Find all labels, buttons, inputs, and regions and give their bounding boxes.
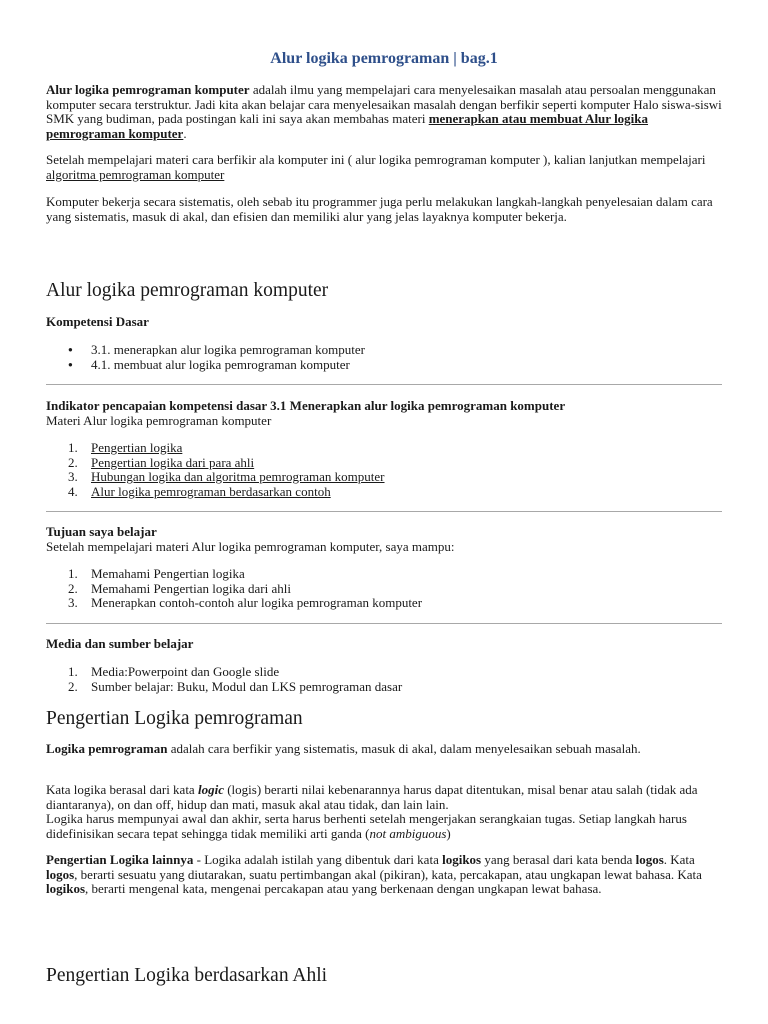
intro-text: adalah ilmu yang mempelajari cara menyelesaikan masalah atau persoalan menggunakan komputer secara terstruktur. Jadi kita akan belajar cara menyelesaikan masalah dengan berfikir seperti komputer Halo siswa-siswi SMK yang budiman, pada postingan kali ini saya akan membahas materi (46, 82, 722, 126)
list-item (46, 567, 726, 582)
text-span: . Kata (663, 852, 695, 867)
text-span: Kata logika berasal dari kata (46, 782, 198, 797)
media-list (46, 665, 726, 694)
divider (46, 384, 722, 385)
text-span: - Logika adalah istilah yang dibentuk dari kata (193, 852, 443, 867)
document-title: Alur logika pemrograman | bag.1 (270, 50, 498, 67)
indikator-subtitle: Materi Alur logika pemrograman komputer (46, 412, 272, 428)
text-span: Logika harus mempunyai awal dan akhir, serta harus berhenti setelah mengerjakan serangkaian tugas. Setiap langkah harus didefinisikan secara tepat sehingga tidak memiliki arti ganda ( (46, 811, 687, 841)
list-number: 3. (68, 595, 78, 610)
list-number: 2. (68, 678, 78, 694)
intro-paragraph-2 (46, 153, 726, 182)
list-number: 2. (68, 454, 78, 470)
list-item[interactable] (46, 470, 726, 485)
logika-paragraph-1 (46, 742, 726, 757)
term-not-ambiguous: not ambiguous (369, 825, 447, 841)
intro-bold-term: Alur logika pemrograman komputer (46, 82, 250, 97)
list-item[interactable] (46, 441, 726, 456)
list-item-text: Sumber belajar: Buku, Modul dan LKS pemrograman dasar (91, 678, 403, 694)
indikator-label: Indikator pencapaian kompetensi dasar 3.1 Menerapkan alur logika pemrograman komputer (46, 398, 566, 413)
media-label-text: Media dan sumber belajar (46, 636, 194, 651)
list-item-text: 4.1. membuat alur logika pemrograman komputer (91, 356, 350, 372)
indikator-section (46, 399, 726, 428)
algoritma-link[interactable]: algoritma pemrograman komputer (46, 166, 225, 182)
text-span: (logis) berarti nilai kebenarannya harus dapat ditentukan, misal benar atau salah (tidak ada diantaranya), on dan off, hidup dan mati, masuk akal atau tidak, dan lain lain. (46, 782, 698, 812)
link-alur-contoh[interactable]: Alur logika pemrograman berdasarkan contoh (91, 483, 331, 499)
list-number: 2. (68, 580, 78, 596)
list-item-text: 3.1. menerapkan alur logika pemrograman komputer (91, 342, 365, 357)
logika-paragraph-3 (46, 853, 726, 897)
intro-paragraph-1 (46, 83, 726, 141)
text-span: yang berasal dari kata benda (481, 852, 636, 867)
tujuan-label: Tujuan saya belajar (46, 524, 157, 539)
list-number: 1. (68, 664, 78, 679)
kd-list (46, 343, 726, 372)
indikator-list (46, 441, 726, 499)
intro-paragraph-3: Komputer bekerja secara sistematis, oleh sebab itu programmer juga perlu melakukan langkah-langkah penyelesaian dalam cara yang sistematis, masuk di akal, dan efisien dan memiliki alur yang jelas layaknya komputer bekerja. (46, 194, 713, 224)
list-number: 4. (68, 483, 78, 499)
intro-end: . (183, 125, 187, 141)
list-number: 3. (68, 469, 78, 484)
text-span: , berarti mengenal kata, mengenai percakapan atau yang berkenaan dengan ungkapan lewat bahasa. (85, 881, 602, 896)
list-item[interactable] (46, 485, 726, 500)
text-span: , berarti sesuatu yang diutarakan, suatu pertimbangan akal (pikiran), kata, percakapan, atau ungkapan lewat bahasa. Kata (74, 866, 702, 882)
kd-label (46, 315, 726, 330)
logika-bold-term: Logika pemrograman (46, 741, 168, 756)
logika-paragraph-2 (46, 783, 726, 841)
term-pengertian-lainnya: Pengertian Logika lainnya (46, 852, 194, 867)
term-logikos: logikos (442, 852, 482, 867)
list-item-text: Media:Powerpoint dan Google slide (91, 664, 280, 679)
media-label (46, 637, 726, 652)
list-item[interactable] (46, 456, 726, 471)
link-pengertian-logika[interactable]: Pengertian logika (91, 440, 183, 455)
list-item (46, 358, 726, 373)
list-item (46, 665, 726, 680)
text-span: ) (446, 825, 451, 841)
tujuan-list (46, 567, 726, 611)
section-heading-alur: Alur logika pemrograman komputer (46, 280, 329, 301)
term-logos: logos (635, 852, 664, 867)
logika-p1-text: adalah cara berfikir yang sistematis, masuk di akal, dalam menyelesaikan sebuah masalah. (167, 741, 641, 756)
intro-link[interactable]: menerapkan atau membuat Alur logika pemrograman komputer (46, 111, 649, 141)
tujuan-section (46, 525, 726, 554)
tujuan-subtitle: Setelah mempelajari materi Alur logika pemrograman komputer, saya mampu: (46, 538, 455, 554)
term-logos: logos (46, 866, 75, 882)
list-item-text: Memahami Pengertian logika (91, 566, 245, 581)
list-item (46, 680, 726, 695)
kd-label-text: Kompetensi Dasar (46, 314, 149, 329)
section-heading-ahli: Pengertian Logika berdasarkan Ahli (46, 965, 328, 986)
list-number: 1. (68, 566, 78, 581)
section-heading-pengertian: Pengertian Logika pemrograman (46, 708, 303, 729)
link-logika-para-ahli[interactable]: Pengertian logika dari para ahli (91, 454, 255, 470)
divider (46, 511, 722, 512)
intro-p2-text: Setelah mempelajari materi cara berfikir ala komputer ini ( alur logika pemrograman komputer ), kalian lanjutkan mempelajari (46, 152, 706, 167)
list-item (46, 343, 726, 358)
list-item (46, 596, 726, 611)
list-item-text: Memahami Pengertian logika dari ahli (91, 580, 291, 596)
term-logikos: logikos (46, 881, 86, 896)
list-item-text: Menerapkan contoh-contoh alur logika pemrograman komputer (91, 595, 423, 610)
divider (46, 623, 722, 624)
link-hubungan-logika[interactable]: Hubungan logika dan algoritma pemrograman komputer (91, 469, 385, 484)
list-item (46, 582, 726, 597)
term-logic: logic (197, 782, 224, 797)
list-number: 1. (68, 440, 78, 455)
